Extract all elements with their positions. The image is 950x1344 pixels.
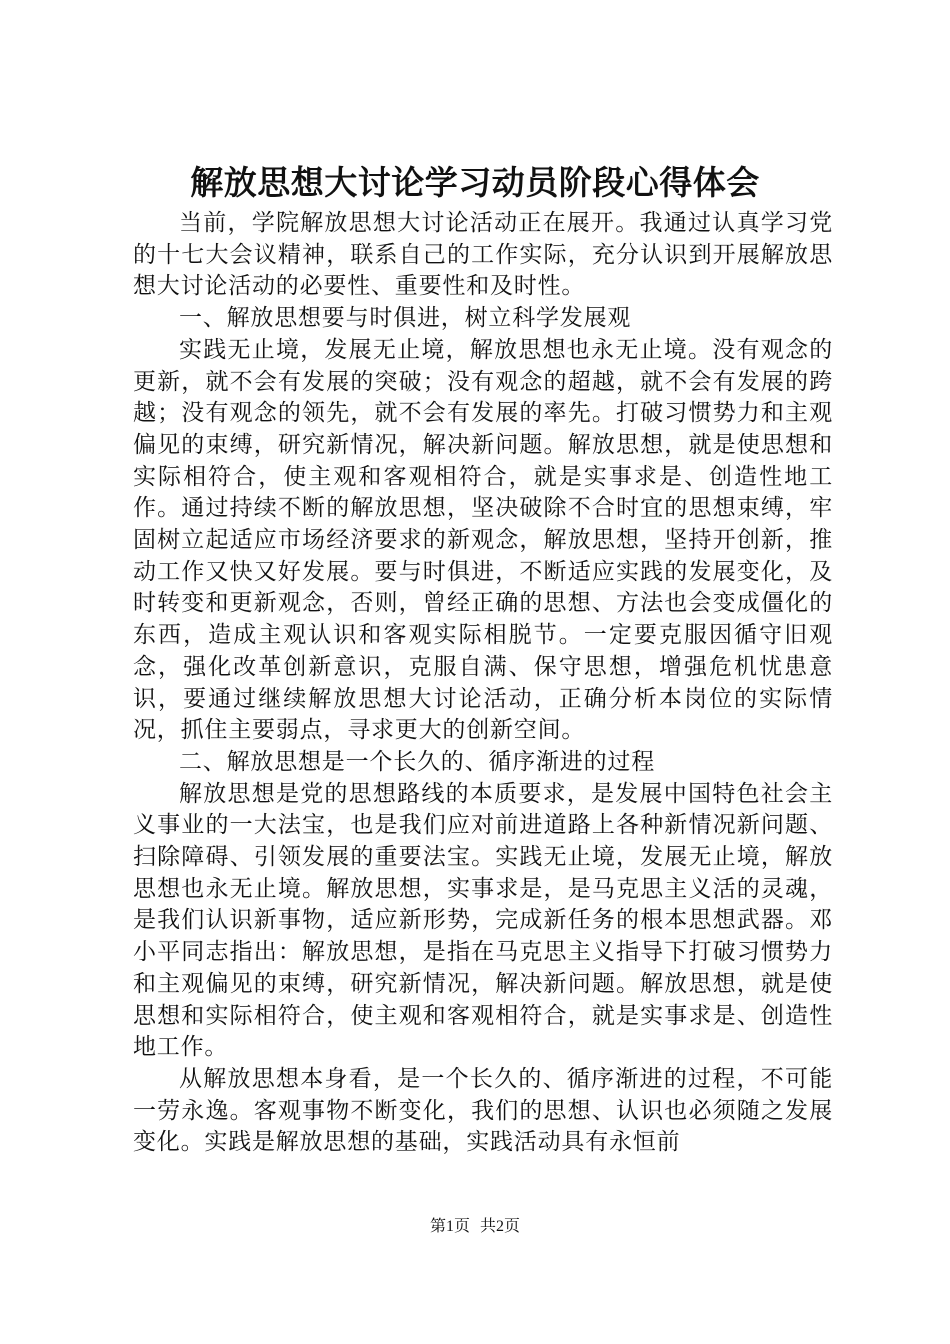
paragraph-section-2-continued: 从解放思想本身看，是一个长久的、循序渐进的过程，不可能一劳永逸。客观事物不断变化，我们的思想、认识也必须随之发展变化。实践是解放思想的基础，实践活动具有永恒前 xyxy=(133,1065,833,1156)
page-total: 共2页 xyxy=(480,1218,521,1235)
paragraph-section-1: 实践无止境，发展无止境，解放思想也永无止境。没有观念的更新，就不会有发展的突破；没有观念的超越，就不会有发展的跨越；没有观念的领先，就不会有发展的率先。打破习惯势力和主观偏见的束缚，研究新情况，解决新问题。解放思想，就是使思想和实际相符合，使主观和客观相符合，就是实事求是、创造性地工作。通过持续不断的解放思想，坚决破除不合时宜的思想束缚，牢固树立起适应市场经济要求的新观念，解放思想，坚持开创新，推动工作又快又好发展。要与时俱进，不断适应实践的发展变化，及时转变和更新观念，否则，曾经正确的思想、方法也会变成僵化的东西，造成主观认识和客观实际相脱节。一定要克服因循守旧观念，强化改革创新意识，克服自满、保守思想，增强危机忧患意识，要通过继续解放思想大讨论活动，正确分析本岗位的实际情况，抓住主要弱点，寻求更大的创新空间。 xyxy=(133,336,833,744)
page-number: 第1页 xyxy=(429,1218,470,1235)
document-title: 解放思想大讨论学习动员阶段心得体会 xyxy=(190,163,760,202)
paragraph-intro: 当前，学院解放思想大讨论活动正在展开。我通过认真学习党的十七大会议精神，联系自己的工作实际，充分认识到开展解放思想大讨论活动的必要性、重要性和及时性。 xyxy=(133,210,833,300)
document-body xyxy=(133,208,833,1159)
section-heading-2: 二、解放思想是一个长久的、循序渐进的过程 xyxy=(179,748,655,775)
section-heading-1: 一、解放思想要与时俱进，树立科学发展观 xyxy=(179,305,632,332)
paragraph-section-2: 解放思想是党的思想路线的本质要求，是发展中国特色社会主义事业的一大法宝，也是我们应对前进道路上各种新情况新问题、扫除障碍、引领发展的重要法宝。实践无止境，发展无止境，解放思想也永无止境。解放思想，实事求是，是马克思主义活的灵魂，是我们认识新事物，适应新形势，完成新任务的根本思想武器。邓小平同志指出：解放思想，是指在马克思主义指导下打破习惯势力和主观偏见的束缚，研究新情况，解决新问题。解放思想，就是使思想和实际相符合，使主观和客观相符合，就是实事求是、创造性地工作。 xyxy=(133,780,833,1061)
page-footer xyxy=(0,1216,950,1238)
